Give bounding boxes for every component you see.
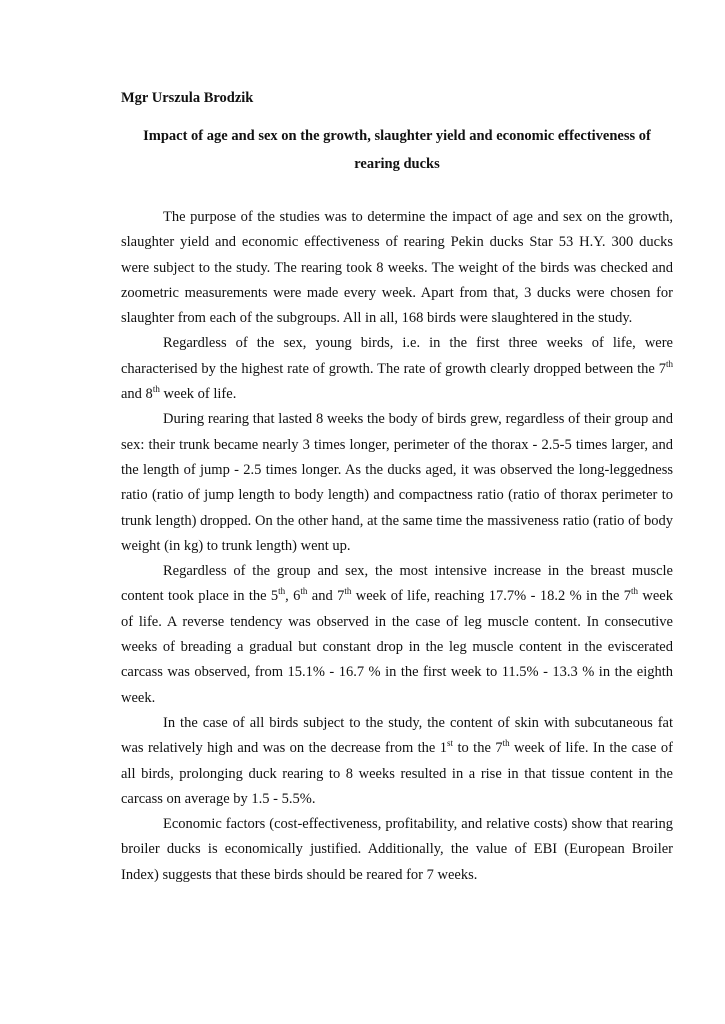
paragraph-text: week of life. A reverse tendency was observed in the case of leg muscle content. In consecutive weeks of breading a gradual but constant drop in the leg muscle content in the eviscerated carcass was observed, from 15.1% - 16.7 % in the first week to 11.5% - 13.3 % in the eighth week. xyxy=(121,588,673,706)
paragraph-text: Regardless of the sex, young birds, i.e. in the first three weeks of life, were characterised by the highest rate of growth. The rate of growth clearly dropped between the 7 xyxy=(121,335,673,377)
paragraph xyxy=(121,331,673,407)
superscript-text: th xyxy=(665,358,673,369)
paragraph-text: During rearing that lasted 8 weeks the body of birds grew, regardless of their group and sex: their trunk became nearly 3 times longer, perimeter of the thorax - 2.5-5 times larger, and the length of jump - 2.5 times longer. As the ducks aged, it was observed the long-leggedness ratio (ratio of jump length to body length) and compactness ratio (ratio of thorax perimeter to trunk length) dropped. On the other hand, at the same time the massiveness ratio (ratio of body weight (in kg) to trunk length) went up. xyxy=(121,411,673,554)
paragraph-text: week of life, reaching 17.7% - 18.2 % in the 7 xyxy=(351,588,632,605)
superscript-text: th xyxy=(278,586,286,597)
paragraph-text: and 8 xyxy=(121,386,153,403)
superscript-text: st xyxy=(447,738,454,749)
document-title: Impact of age and sex on the growth, slaughter yield and economic effectiveness of rearing ducks xyxy=(143,128,651,172)
paragraph-text: Economic factors (cost-effectiveness, profitability, and relative costs) show that rearing broiler ducks is economically justified. Additionally, the value of EBI (European Broiler Index) suggests that these birds should be reared for 7 weeks. xyxy=(121,816,673,883)
paragraph-text: to the 7 xyxy=(453,740,503,757)
paragraph-text: week of life. In the case of all birds, prolonging duck rearing to 8 weeks resulted in a rise in that tissue content in the carcass on average by 1.5 - 5.5%. xyxy=(121,740,673,807)
paragraph xyxy=(121,559,673,711)
paragraph xyxy=(121,205,673,331)
author-name: Mgr Urszula Brodzik xyxy=(121,90,254,106)
paragraph xyxy=(121,407,673,559)
paragraph xyxy=(121,711,673,812)
superscript-text: th xyxy=(631,586,639,597)
paragraph xyxy=(121,812,673,888)
superscript-text: th xyxy=(152,384,160,395)
paragraph-text: In the case of all birds subject to the study, the content of skin with subcutaneous fat was relatively high and was on the decrease from the 1 xyxy=(121,714,673,757)
paragraph-text: The purpose of the studies was to determine the impact of age and sex on the growth, slaughter yield and economic effectiveness of rearing Pekin ducks Star 53 H.Y. 300 ducks were subject to the study. The rearing took 8 weeks. The weight of the birds was checked and zoometric measurements were made every week. Apart from that, 3 ducks were chosen for slaughter from each of the subgroups. All in all, 168 birds were slaughtered in the study. xyxy=(121,209,673,327)
paragraph-text: and 7 xyxy=(307,588,345,605)
superscript-text: th xyxy=(300,586,308,597)
abstract-body xyxy=(121,205,673,888)
superscript-text: th xyxy=(344,586,352,597)
paragraph-text: Regardless of the group and sex, the most intensive increase in the breast muscle content took place in the 5 xyxy=(121,563,673,605)
paragraph-text: week of life. xyxy=(159,386,237,403)
paragraph-text: , 6 xyxy=(285,588,301,605)
superscript-text: th xyxy=(502,738,510,749)
